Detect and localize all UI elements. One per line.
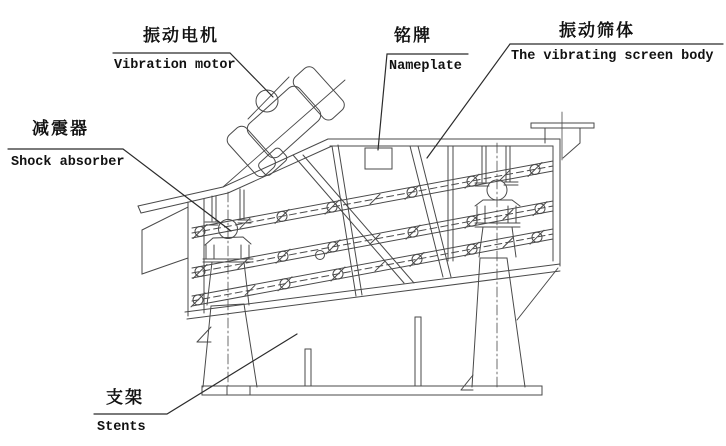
vibration-motor-drawing [223, 64, 347, 187]
label-nameplate-zh: 铭牌 [394, 26, 432, 45]
label-shock-absorber-en: Shock absorber [11, 155, 125, 170]
shock-absorber-right [475, 143, 520, 390]
label-stents-zh: 支架 [106, 388, 144, 407]
mount-bracket [531, 112, 594, 160]
nameplate-rect [365, 148, 392, 169]
label-screen-body-en: The vibrating screen body [511, 49, 714, 64]
body-ribs-braces [293, 145, 453, 296]
label-screen-body-zh: 振动筛体 [559, 21, 635, 40]
label-nameplate-en: Nameplate [389, 59, 462, 74]
callout-leaders [8, 44, 723, 414]
label-vibration-motor-zh: 振动电机 [143, 26, 219, 45]
label-shock-absorber-zh: 减震器 [32, 119, 89, 138]
label-stents-en: Stents [97, 420, 146, 435]
label-vibration-motor-en: Vibration motor [114, 58, 236, 73]
